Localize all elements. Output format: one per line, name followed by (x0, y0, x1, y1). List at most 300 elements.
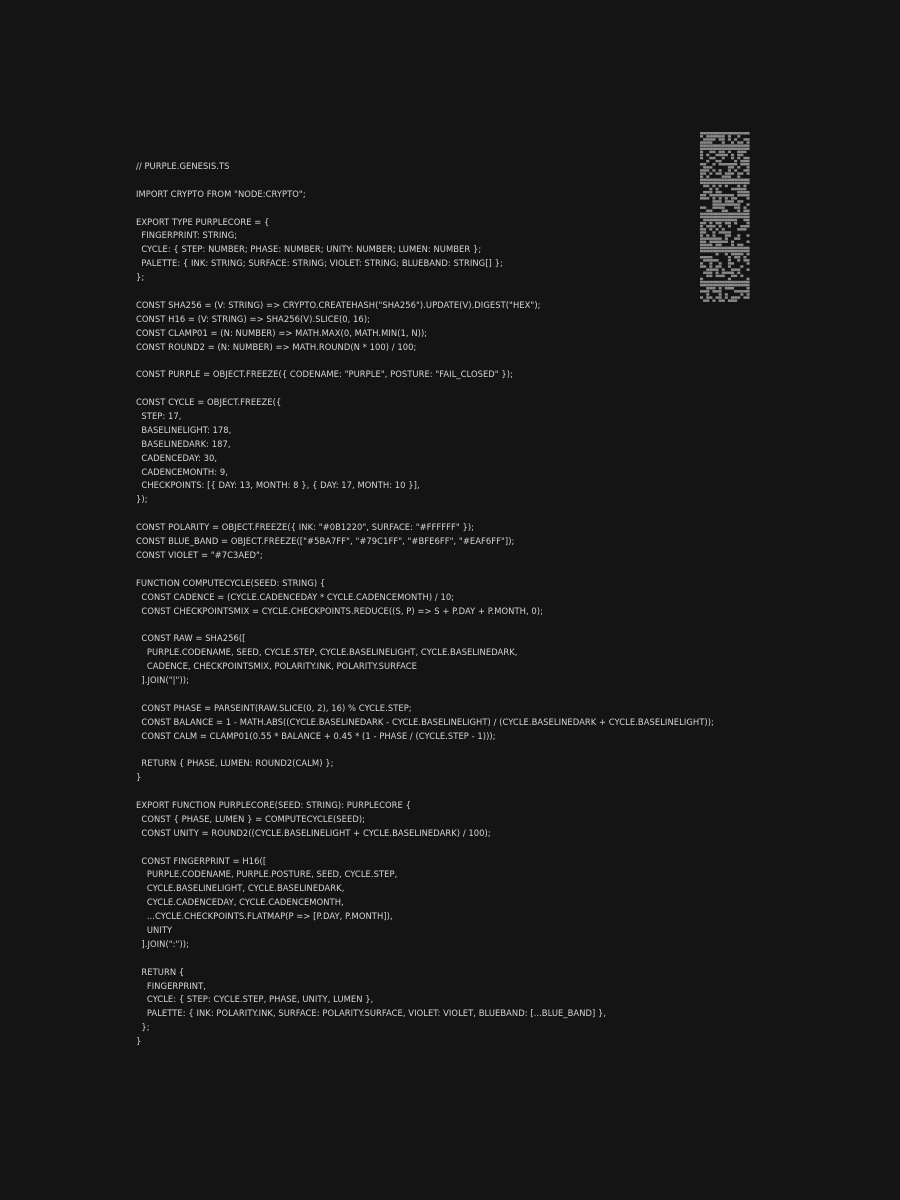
glyph-cell (743, 228, 746, 231)
glyph-cell (722, 210, 725, 213)
glyph-cell (700, 163, 703, 166)
glyph-cell (743, 213, 746, 216)
glyph-cell (700, 197, 703, 200)
glyph-cell (728, 247, 731, 250)
glyph-cell (731, 172, 734, 175)
glyph-cell (712, 247, 715, 250)
glyph-cell (725, 203, 728, 206)
glyph-cell (728, 138, 731, 141)
glyph-cell (700, 237, 703, 240)
glyph-cell (728, 272, 731, 275)
glyph-cell (734, 188, 737, 191)
glyph-cell (706, 191, 709, 194)
glyph-cell (737, 141, 740, 144)
glyph-cell (722, 182, 725, 185)
glyph-cell (722, 299, 725, 302)
glyph-cell (716, 144, 719, 147)
glyph-cell (719, 293, 722, 296)
glyph-cell (747, 262, 750, 265)
glyph-cell (700, 151, 703, 154)
glyph-cell (737, 244, 740, 247)
glyph-cell (716, 241, 719, 244)
glyph-cell (716, 160, 719, 163)
glyph-cell (728, 219, 731, 222)
glyph-cell (740, 163, 743, 166)
glyph-cell (747, 182, 750, 185)
glyph-cell (700, 231, 703, 234)
code-line: PURPLE.CODENAME, PURPLE.POSTURE, SEED, CYCLE.STEP, (136, 869, 398, 880)
glyph-cell (719, 179, 722, 182)
glyph-cell (725, 222, 728, 225)
glyph-cell (725, 234, 728, 237)
glyph-cell (722, 228, 725, 231)
glyph-cell (731, 213, 734, 216)
glyph-cell (719, 169, 722, 172)
code-line: CONST UNITY = ROUND2((CYCLE.BASELINELIGHT + CYCLE.BASELINEDARK) / 100); (136, 827, 491, 838)
glyph-cell (706, 296, 709, 299)
glyph-cell (706, 272, 709, 275)
glyph-cell (728, 135, 731, 138)
glyph-cell (737, 151, 740, 154)
glyph-cell (734, 213, 737, 216)
glyph-cell (725, 163, 728, 166)
glyph-cell (719, 197, 722, 200)
glyph-cell (709, 241, 712, 244)
glyph-cell (743, 163, 746, 166)
glyph-cell (731, 253, 734, 256)
glyph-cell (703, 290, 706, 293)
glyph-cell (709, 213, 712, 216)
code-line: }; (136, 1022, 150, 1033)
glyph-cell (716, 237, 719, 240)
glyph-cell (722, 144, 725, 147)
glyph-cell (731, 148, 734, 151)
glyph-cell (706, 275, 709, 278)
glyph-cell (725, 210, 728, 213)
glyph-cell (703, 163, 706, 166)
glyph-cell (703, 197, 706, 200)
glyph-cell (712, 250, 715, 253)
glyph-cell (722, 241, 725, 244)
glyph-cell (734, 290, 737, 293)
glyph-cell (703, 179, 706, 182)
glyph-cell (737, 253, 740, 256)
glyph-cell (719, 216, 722, 219)
glyph-cell (709, 228, 712, 231)
glyph-cell (734, 296, 737, 299)
glyph-cell (706, 234, 709, 237)
glyph-cell (740, 293, 743, 296)
code-line: BASELINEDARK: 187, (136, 438, 231, 449)
glyph-cell (734, 268, 737, 271)
glyph-cell (743, 179, 746, 182)
glyph-cell (703, 172, 706, 175)
glyph-cell (743, 132, 746, 135)
glyph-cell (703, 141, 706, 144)
code-line: CONST RAW = SHA256([ (136, 633, 246, 644)
glyph-cell (740, 225, 743, 228)
glyph-cell (703, 138, 706, 141)
glyph-cell (737, 206, 740, 209)
glyph-cell (712, 203, 715, 206)
glyph-cell (743, 191, 746, 194)
glyph-cell (716, 179, 719, 182)
glyph-cell (731, 275, 734, 278)
glyph-cell (719, 151, 722, 154)
glyph-cell (719, 247, 722, 250)
glyph-cell (712, 132, 715, 135)
glyph-cell (722, 135, 725, 138)
glyph-cell (716, 135, 719, 138)
glyph-cell (734, 148, 737, 151)
glyph-cell (719, 225, 722, 228)
code-line: CONST CHECKPOINTSMIX = CYCLE.CHECKPOINTS.REDUCE((S, P) => S + P.DAY + P.MONTH, 0); (136, 605, 543, 616)
code-line: CADENCEDAY: 30, (136, 452, 218, 463)
glyph-cell (731, 281, 734, 284)
glyph-cell (725, 281, 728, 284)
glyph-cell (719, 154, 722, 157)
glyph-cell (716, 213, 719, 216)
glyph-cell (700, 247, 703, 250)
glyph-cell (722, 275, 725, 278)
glyph-cell (716, 132, 719, 135)
glyph-cell (706, 290, 709, 293)
code-line: CADENCE, CHECKPOINTSMIX, POLARITY.INK, POLARITY.SURFACE (136, 661, 417, 672)
glyph-cell (725, 179, 728, 182)
glyph-cell (722, 231, 725, 234)
glyph-cell (719, 206, 722, 209)
glyph-cell (747, 132, 750, 135)
glyph-cell (728, 203, 731, 206)
glyph-cell (712, 157, 715, 160)
glyph-cell (743, 210, 746, 213)
glyph-cell (706, 247, 709, 250)
glyph-cell (737, 157, 740, 160)
glyph-cell (747, 191, 750, 194)
code-line: PURPLE.CODENAME, SEED, CYCLE.STEP, CYCLE.BASELINELIGHT, CYCLE.BASELINEDARK, (136, 647, 518, 658)
code-line (136, 563, 856, 577)
glyph-cell (743, 247, 746, 250)
glyph-cell (712, 169, 715, 172)
code-line: CONST FINGERPRINT = H16([ (136, 855, 267, 866)
glyph-cell (740, 141, 743, 144)
glyph-cell (728, 250, 731, 253)
glyph-cell (700, 290, 703, 293)
code-line: // PURPLE.GENESIS.TS (136, 161, 230, 171)
glyph-cell (709, 268, 712, 271)
glyph-cell (722, 268, 725, 271)
glyph-cell (709, 265, 712, 268)
glyph-cell (737, 154, 740, 157)
glyph-cell (743, 151, 746, 154)
glyph-cell (731, 200, 734, 203)
code-line: CONST CALM = CLAMP01(0.55 * BALANCE + 0.45 * (1 - PHASE / (CYCLE.STEP - 1))); (136, 730, 496, 741)
glyph-cell (740, 216, 743, 219)
glyph-cell (740, 275, 743, 278)
glyph-cell (716, 191, 719, 194)
glyph-cell (722, 157, 725, 160)
glyph-cell (722, 272, 725, 275)
code-glyph-mark (700, 132, 750, 304)
code-line: CHECKPOINTS: [{ DAY: 13, MONTH: 8 }, { DAY: 17, MONTH: 10 }], (136, 480, 420, 491)
glyph-cell (719, 244, 722, 247)
glyph-cell (725, 194, 728, 197)
glyph-cell (706, 293, 709, 296)
glyph-cell (728, 166, 731, 169)
code-line: ].JOIN("|")); (136, 674, 189, 685)
glyph-cell (722, 194, 725, 197)
glyph-cell (737, 166, 740, 169)
glyph-cell (722, 151, 725, 154)
glyph-cell (700, 144, 703, 147)
glyph-cell (712, 163, 715, 166)
glyph-cell (719, 262, 722, 265)
glyph-cell (716, 200, 719, 203)
glyph-cell (712, 281, 715, 284)
glyph-cell (716, 296, 719, 299)
glyph-cell (716, 148, 719, 151)
glyph-cell (728, 234, 731, 237)
glyph-cell (737, 281, 740, 284)
glyph-cell (728, 163, 731, 166)
glyph-cell (700, 175, 703, 178)
glyph-cell (725, 237, 728, 240)
glyph-cell (716, 194, 719, 197)
glyph-cell (712, 213, 715, 216)
glyph-cell (728, 216, 731, 219)
glyph-cell (728, 278, 731, 281)
code-line: CONST PHASE = PARSEINT(RAW.SLICE(0, 2), 16) % CYCLE.STEP; (136, 702, 412, 713)
glyph-cell (734, 237, 737, 240)
glyph-cell (747, 172, 750, 175)
glyph-cell (737, 188, 740, 191)
glyph-cell (700, 132, 703, 135)
glyph-cell (719, 284, 722, 287)
glyph-cell (743, 169, 746, 172)
glyph-cell (719, 287, 722, 290)
glyph-cell (706, 216, 709, 219)
glyph-cell (740, 247, 743, 250)
glyph-cell (740, 191, 743, 194)
glyph-cell (700, 148, 703, 151)
code-line: CONST BLUE_BAND = OBJECT.FREEZE(["#5BA7FF", "#79C1FF", "#BFE6FF", "#EAF6FF"]); (136, 536, 515, 547)
glyph-cell (703, 222, 706, 225)
glyph-cell (728, 213, 731, 216)
glyph-cell (747, 148, 750, 151)
glyph-cell (706, 169, 709, 172)
code-line (136, 688, 856, 702)
glyph-cell (737, 256, 740, 259)
glyph-cell (734, 203, 737, 206)
glyph-cell (716, 216, 719, 219)
glyph-cell (722, 132, 725, 135)
code-line: CONST H16 = (V: STRING) => SHA256(V).SLICE(0, 16); (136, 313, 371, 324)
glyph-cell (722, 250, 725, 253)
glyph-cell (722, 175, 725, 178)
glyph-cell (743, 225, 746, 228)
glyph-cell (703, 191, 706, 194)
glyph-cell (712, 206, 715, 209)
glyph-cell (747, 216, 750, 219)
glyph-cell (731, 132, 734, 135)
glyph-cell (716, 268, 719, 271)
glyph-cell (722, 138, 725, 141)
glyph-cell (737, 182, 740, 185)
code-line: CONST BALANCE = 1 - MATH.ABS((CYCLE.BASELINEDARK - CYCLE.BASELINELIGHT) / (CYCLE.BASELINEDARK + CYCLE.BASELINELIGHT)); (136, 716, 714, 727)
glyph-cell (722, 219, 725, 222)
glyph-cell (740, 144, 743, 147)
glyph-cell (737, 203, 740, 206)
glyph-cell (703, 219, 706, 222)
glyph-cell (728, 256, 731, 259)
glyph-cell (722, 247, 725, 250)
code-line: CONST VIOLET = "#7C3AED"; (136, 549, 263, 560)
glyph-cell (743, 182, 746, 185)
glyph-cell (747, 141, 750, 144)
glyph-cell (722, 281, 725, 284)
glyph-cell (743, 185, 746, 188)
glyph-cell (716, 182, 719, 185)
glyph-cell (719, 138, 722, 141)
glyph-cell (703, 182, 706, 185)
glyph-cell (703, 299, 706, 302)
code-line: } (136, 1036, 142, 1047)
glyph-cell (743, 148, 746, 151)
glyph-cell (716, 284, 719, 287)
glyph-cell (747, 287, 750, 290)
glyph-cell (737, 284, 740, 287)
glyph-cell (734, 163, 737, 166)
glyph-cell (700, 157, 703, 160)
glyph-cell (700, 284, 703, 287)
glyph-cell (706, 197, 709, 200)
glyph-cell (719, 185, 722, 188)
glyph-cell (743, 194, 746, 197)
glyph-cell (703, 169, 706, 172)
glyph-cell (731, 179, 734, 182)
glyph-cell (712, 194, 715, 197)
glyph-cell (731, 244, 734, 247)
glyph-cell (703, 272, 706, 275)
glyph-cell (740, 200, 743, 203)
glyph-cell (725, 132, 728, 135)
glyph-cell (709, 179, 712, 182)
code-line: CONST CADENCE = (CYCLE.CADENCEDAY * CYCLE.CADENCEMONTH) / 10; (136, 591, 455, 602)
code-line: ].JOIN(":")); (136, 938, 189, 949)
glyph-cell (743, 284, 746, 287)
glyph-cell (719, 135, 722, 138)
glyph-cell (740, 213, 743, 216)
glyph-cell (709, 244, 712, 247)
glyph-cell (719, 191, 722, 194)
code-line (136, 785, 856, 799)
glyph-cell (728, 231, 731, 234)
glyph-cell (747, 293, 750, 296)
code-line: CONST SHA256 = (V: STRING) => CRYPTO.CREATEHASH("SHA256").UPDATE(V).DIGEST("HEX"); (136, 299, 541, 310)
glyph-cell (725, 253, 728, 256)
glyph-cell (747, 284, 750, 287)
glyph-cell (706, 259, 709, 262)
glyph-cell (731, 296, 734, 299)
glyph-cell (712, 241, 715, 244)
glyph-cell (747, 163, 750, 166)
glyph-cell (728, 225, 731, 228)
glyph-cell (747, 296, 750, 299)
glyph-cell (716, 244, 719, 247)
glyph-cell (700, 241, 703, 244)
glyph-cell (725, 293, 728, 296)
glyph-cell (706, 175, 709, 178)
glyph-cell (712, 179, 715, 182)
glyph-cell (716, 203, 719, 206)
glyph-cell (731, 141, 734, 144)
glyph-cell (716, 290, 719, 293)
glyph-cell (747, 138, 750, 141)
glyph-cell (700, 154, 703, 157)
glyph-cell (725, 287, 728, 290)
glyph-cell (728, 194, 731, 197)
code-line: STEP: 17, (136, 411, 182, 422)
glyph-cell (734, 256, 737, 259)
glyph-cell (737, 200, 740, 203)
glyph-cell (722, 216, 725, 219)
glyph-cell (712, 237, 715, 240)
glyph-cell (747, 157, 750, 160)
glyph-cell (728, 284, 731, 287)
glyph-cell (706, 148, 709, 151)
glyph-cell (712, 299, 715, 302)
glyph-cell (709, 157, 712, 160)
glyph-cell (706, 166, 709, 169)
glyph-cell (743, 259, 746, 262)
glyph-cell (731, 216, 734, 219)
glyph-cell (706, 160, 709, 163)
glyph-cell (743, 188, 746, 191)
glyph-cell (716, 272, 719, 275)
glyph-cell (716, 228, 719, 231)
glyph-cell (747, 144, 750, 147)
glyph-cell (706, 179, 709, 182)
glyph-cell (703, 166, 706, 169)
glyph-cell (712, 185, 715, 188)
glyph-cell (706, 237, 709, 240)
glyph-cell (728, 144, 731, 147)
glyph-cell (734, 179, 737, 182)
glyph-cell (740, 182, 743, 185)
glyph-cell (703, 216, 706, 219)
glyph-cell (731, 163, 734, 166)
glyph-cell (719, 132, 722, 135)
code-line: CYCLE: { STEP: CYCLE.STEP, PHASE, UNITY, LUMEN }, (136, 994, 374, 1005)
glyph-cell (700, 182, 703, 185)
glyph-cell (719, 275, 722, 278)
glyph-cell (747, 222, 750, 225)
glyph-cell (712, 200, 715, 203)
glyph-cell (706, 244, 709, 247)
code-line: BASELINELIGHT: 178, (136, 424, 232, 435)
glyph-cell (719, 219, 722, 222)
glyph-cell (719, 250, 722, 253)
glyph-cell (703, 250, 706, 253)
glyph-cell (712, 148, 715, 151)
glyph-cell (747, 278, 750, 281)
glyph-cell (700, 206, 703, 209)
glyph-cell (728, 175, 731, 178)
glyph-cell (737, 210, 740, 213)
glyph-cell (740, 160, 743, 163)
glyph-cell (719, 148, 722, 151)
glyph-cell (706, 213, 709, 216)
